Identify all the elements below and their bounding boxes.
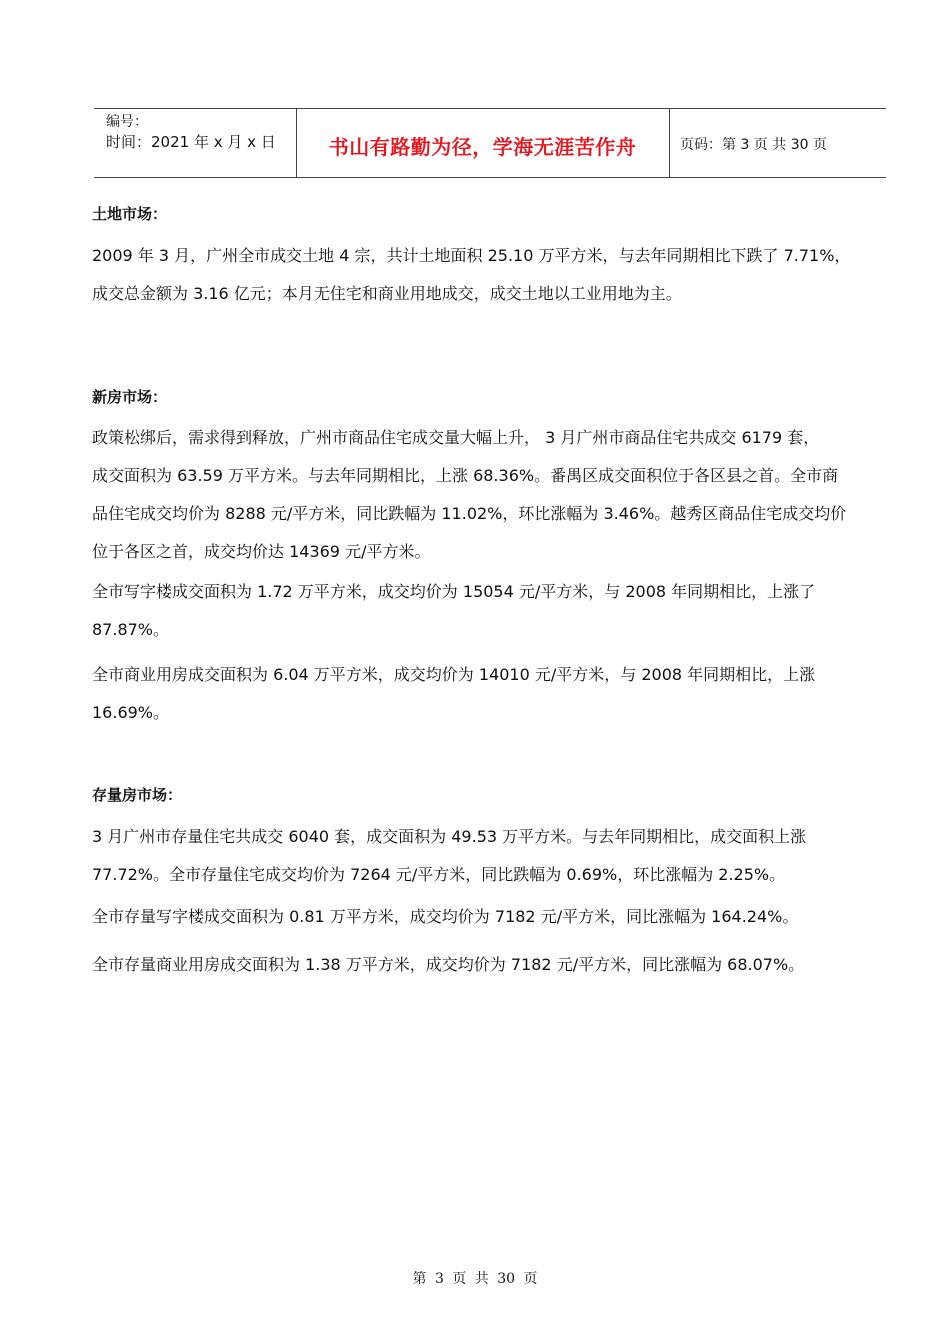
paragraph-line: 全市写字楼成交面积为 1.72 万平方米，成交均价为 15054 元/平方米，与 2008 年同期相比，上涨了 [92, 582, 816, 601]
new-house-market-title: 新房市场： [92, 388, 168, 406]
paragraph-line: 2009 年 3 月，广州全市成交土地 4 宗，共计土地面积 25.10 万平方米，与去年同期相比下跌了 7.71%， [92, 246, 851, 265]
paragraph-line: 政策松绑后，需求得到释放，广州市商品住宅成交量大幅上升， 3 月广州市商品住宅共成交 6179 套， [92, 428, 820, 447]
header-motto-cell [296, 109, 670, 177]
paragraph-line: 成交面积为 63.59 万平方米。与去年同期相比，上涨 68.36%。番禺区成交面积位于各区县之首。全市商 [92, 466, 839, 485]
paragraph-line: 87.87%。 [92, 620, 170, 639]
paragraph-line: 位于各区之首，成交均价达 14369 元/平方米。 [92, 542, 431, 561]
stock-house-paragraph-3 [92, 946, 890, 984]
header-page-cell [670, 109, 886, 177]
paragraph-line: 全市商业用房成交面积为 6.04 万平方米，成交均价为 14010 元/平方米，与 2008 年同期相比，上涨 [92, 665, 816, 684]
land-market-title: 土地市场： [92, 205, 168, 223]
stock-house-paragraph-1 [92, 818, 890, 894]
document-id-label: 编号： [106, 114, 148, 130]
new-house-paragraph-1 [92, 419, 890, 571]
header-page-label: 页码：第 3 页 共 30 页 [680, 137, 827, 153]
document-time-label: 时间：2021 年 x 月 x 日 [106, 133, 276, 151]
header-motto: 书山有路勤为径，学海无涯苦作舟 [328, 135, 637, 159]
new-house-paragraph-3 [92, 656, 890, 732]
stock-house-market-title: 存量房市场： [92, 786, 183, 804]
paragraph-line: 16.69%。 [92, 703, 170, 722]
paragraph-line: 品住宅成交均价为 8288 元/平方米，同比跌幅为 11.02%，环比涨幅为 3.46%。越秀区商品住宅成交均价 [92, 504, 847, 523]
paragraph-line: 3 月广州市存量住宅共成交 6040 套，成交面积为 49.53 万平方米。与去年同期相比，成交面积上涨 [92, 827, 807, 846]
paragraph-line: 全市存量写字楼成交面积为 0.81 万平方米，成交均价为 7182 元/平方米，同比涨幅为 164.24%。 [92, 907, 799, 926]
stock-house-paragraph-2 [92, 898, 890, 936]
document-header [94, 108, 886, 178]
paragraph-line: 成交总金额为 3.16 亿元；本月无住宅和商业用地成交，成交土地以工业用地为主。 [92, 284, 682, 303]
land-market-paragraph [92, 237, 890, 313]
new-house-paragraph-2 [92, 573, 890, 649]
page-footer: 第 3 页 共 30 页 [412, 1271, 538, 1287]
paragraph-line: 全市存量商业用房成交面积为 1.38 万平方米，成交均价为 7182 元/平方米，同比涨幅为 68.07%。 [92, 955, 805, 974]
header-meta-cell [94, 109, 297, 177]
paragraph-line: 77.72%。全市存量住宅成交均价为 7264 元/平方米，同比跌幅为 0.69%，环比涨幅为 2.25%。 [92, 865, 786, 884]
